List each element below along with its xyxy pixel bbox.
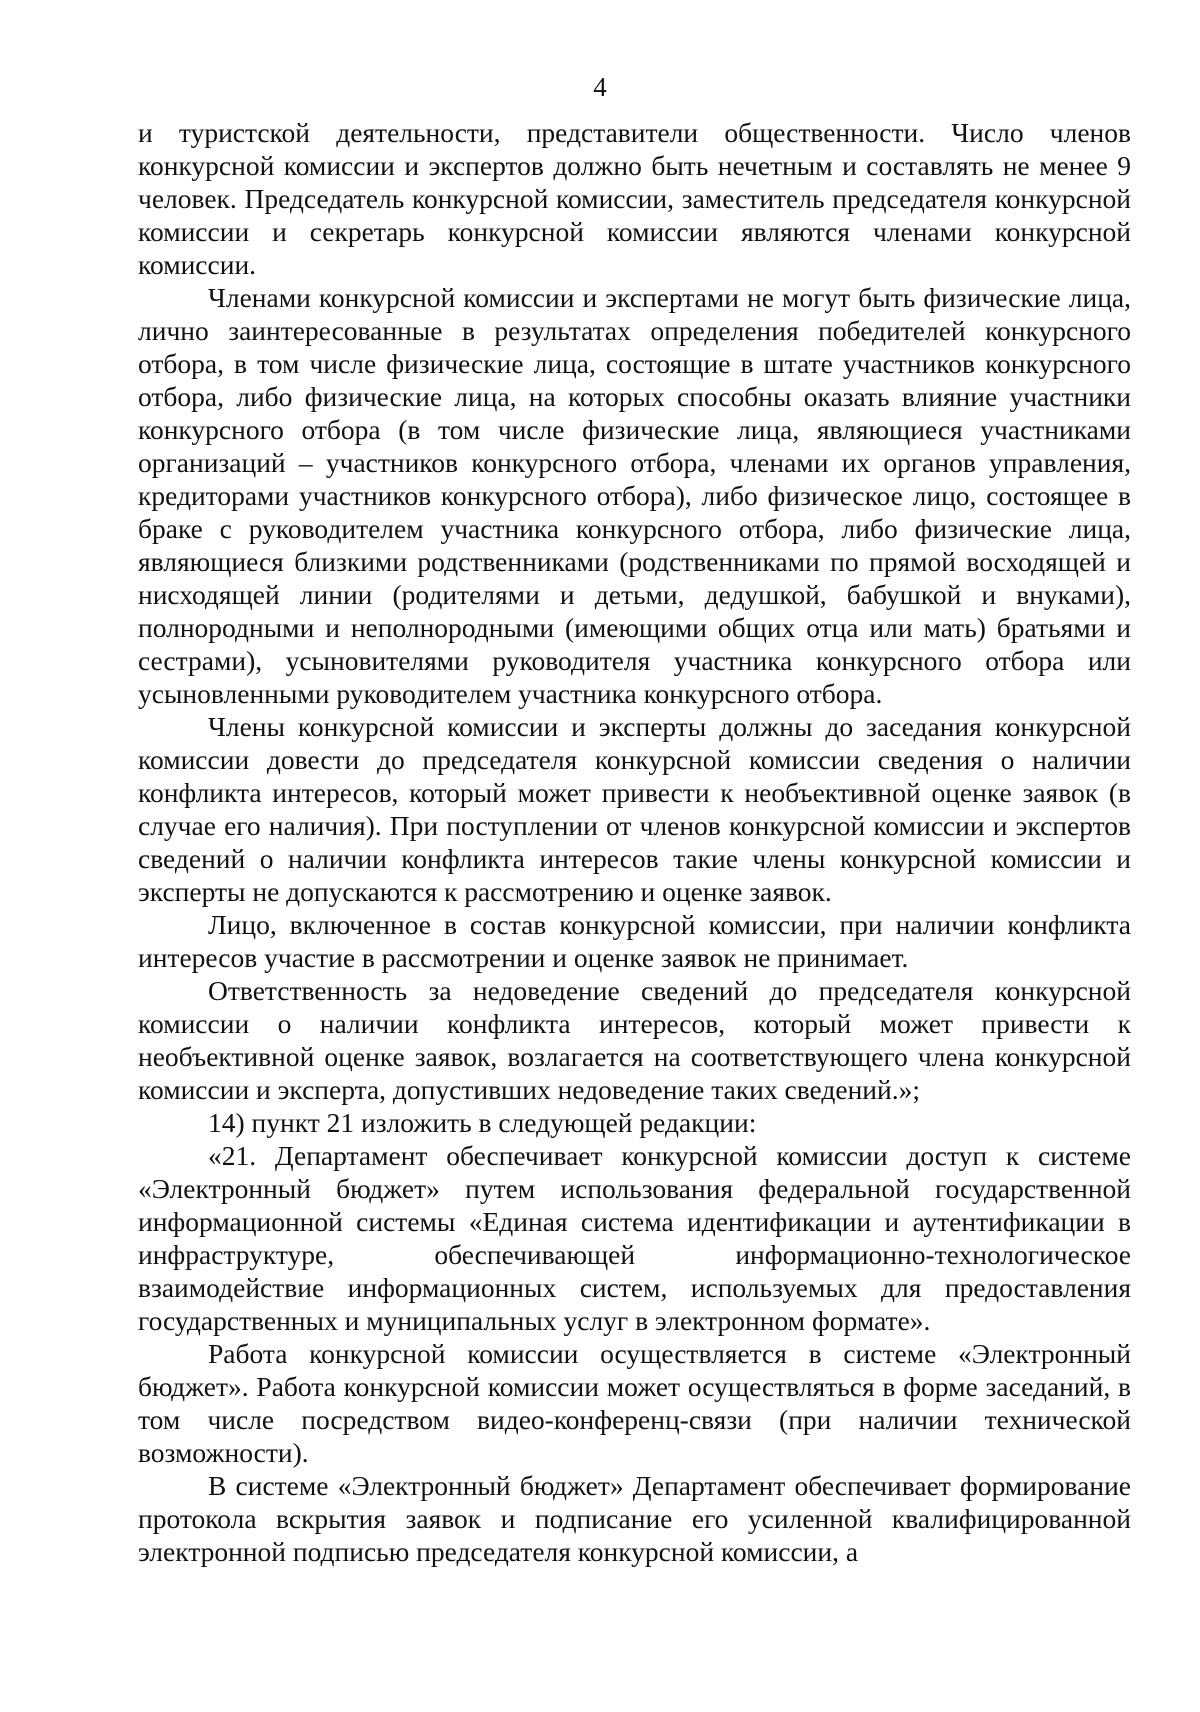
paragraph-3: Члены конкурсной комиссии и эксперты должны до заседания конкурсной комиссии довести до председателя конкурсной комиссии сведения о наличии конфликта интересов, который может привести к необъективной оценке заявок (в случае его наличия). При поступлении от членов конкурсной комиссии и экспертов сведений о наличии конфликта интересов такие члены конкурсной комиссии и эксперты не допускаются к рассмотрению и оценке заявок. — [138, 711, 1131, 907]
paragraph-8: Работа конкурсной комиссии осуществляется в системе «Электронный бюджет». Работа конкурсной комиссии может осуществляться в форме заседаний, в том числе посредством видео-конференц-связи (при наличии технической возможности). — [138, 1338, 1131, 1468]
paragraph-5: Ответственность за недоведение сведений до председателя конкурсной комиссии о наличии конфликта интересов, который может привести к необъективной оценке заявок, возлагается на соответствующего члена конкурсной комиссии и эксперта, допустивших недоведение таких сведений.»; — [138, 975, 1131, 1105]
paragraph-9: В системе «Электронный бюджет» Департамент обеспечивает формирование протокола вскрытия заявок и подписание его усиленной квалифицированной электронной подписью председателя конкурсной комиссии, а — [138, 1470, 1131, 1567]
paragraph-6: 14) пункт 21 изложить в следующей редакции: — [208, 1107, 757, 1138]
paragraph-2: Членами конкурсной комиссии и экспертами не могут быть физические лица, лично заинтересованные в результатах определения победителей конкурсного отбора, в том числе физические лица, состоящие в штате участников конкурсного отбора, либо физические лица, на которых способны оказать влияние участники конкурсного отбора (в том числе физические лица, являющиеся участниками организаций – участников конкурсного отбора, членами их органов управления, кредиторами участников конкурсного отбора), либо физическое лицо, состоящее в браке с руководителем участника конкурсного отбора, либо физические лица, являющиеся близкими родственниками (родственниками по прямой восходящей и нисходящей линии (родителями и детьми, дедушкой, бабушкой и внуками), полнородными и неполнородными (имеющими общих отца или мать) братьями и сестрами), усыновителями руководителя участника конкурсного отбора или усыновленными руководителем участника конкурсного отбора. — [138, 282, 1131, 709]
paragraph-4: Лицо, включенное в состав конкурсной комиссии, при наличии конфликта интересов участие в рассмотрении и оценке заявок не принимает. — [138, 909, 1131, 973]
paragraph-7: «21. Департамент обеспечивает конкурсной комиссии доступ к системе «Электронный бюджет» путем использования федеральной государственной информационной системы «Единая система идентификации и аутентификации в инфраструктуре, обеспечивающей информационно-технологическое взаимодействие информационных систем, используемых для предоставления государственных и муниципальных услуг в электронном формате». — [138, 1140, 1131, 1336]
document-body — [138, 116, 1131, 1568]
page-number: 4 — [593, 72, 607, 102]
paragraph-1: и туристской деятельности, представители общественности. Число членов конкурсной комиссии и экспертов должно быть нечетным и составлять не менее 9 человек. Председатель конкурсной комиссии, заместитель председателя конкурсной комиссии и секретарь конкурсной комиссии являются членами конкурсной комиссии. — [138, 117, 1131, 280]
